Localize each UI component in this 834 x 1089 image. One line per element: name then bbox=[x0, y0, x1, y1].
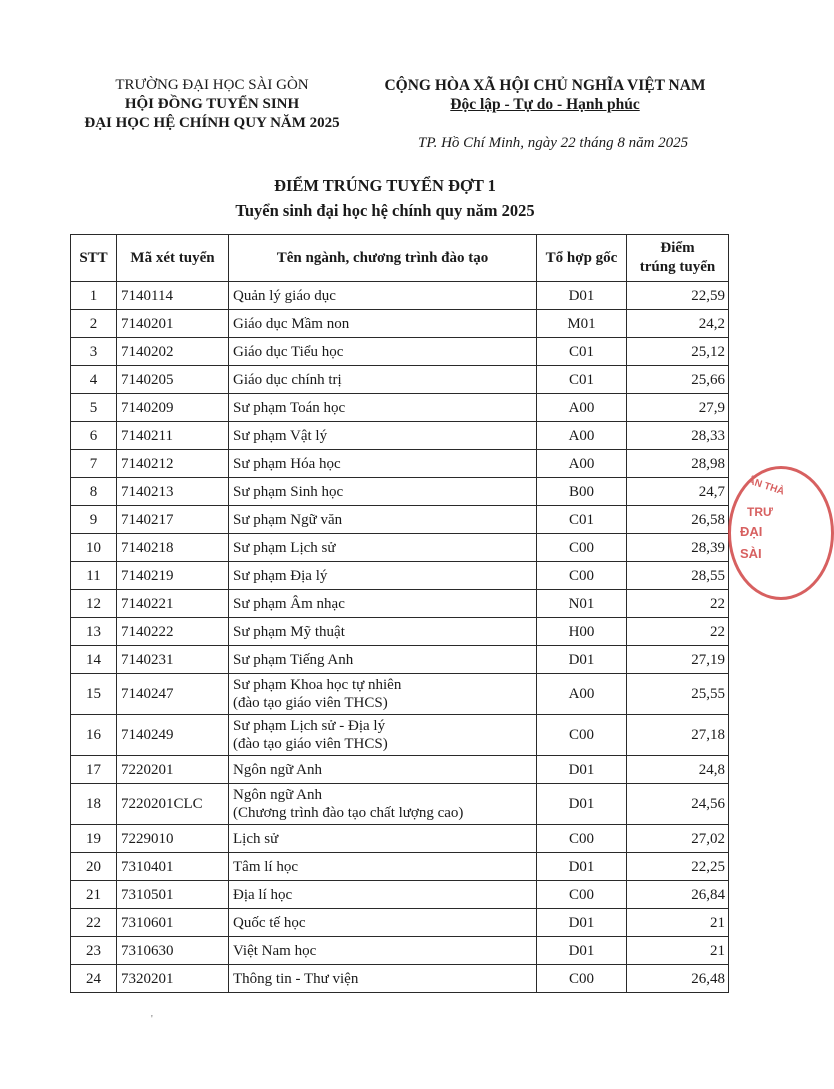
table-row bbox=[71, 825, 729, 853]
country-name: CỘNG HÒA XÃ HỘI CHỦ NGHĨA VIỆT NAM bbox=[384, 77, 706, 94]
cell-diem: 28,98 bbox=[627, 450, 729, 478]
motto: Độc lập - Tự do - Hạnh phúc bbox=[450, 96, 640, 113]
cell-to-hop: C00 bbox=[537, 881, 627, 909]
cell-ma-xet-tuyen: 7140209 bbox=[117, 394, 229, 422]
cell-to-hop: A00 bbox=[537, 422, 627, 450]
cell-ma-xet-tuyen: 7140114 bbox=[117, 282, 229, 310]
ten-nganh-line2: (Chương trình đào tạo chất lượng cao) bbox=[233, 805, 464, 821]
cell-ten-nganh: Sư phạm Tiếng Anh bbox=[229, 646, 537, 674]
cell-ten-nganh: Sư phạm Sinh học bbox=[229, 478, 537, 506]
table-row bbox=[71, 450, 729, 478]
cell-ma-xet-tuyen: 7320201 bbox=[117, 965, 229, 993]
cell-to-hop: M01 bbox=[537, 310, 627, 338]
table-row bbox=[71, 394, 729, 422]
table-row bbox=[71, 590, 729, 618]
cell-ten-nganh: Sư phạm Âm nhạc bbox=[229, 590, 537, 618]
cell-ma-xet-tuyen: 7140213 bbox=[117, 478, 229, 506]
cell-ten-nganh: Sư phạm Toán học bbox=[229, 394, 537, 422]
cell-stt: 21 bbox=[71, 881, 117, 909]
issuer-block bbox=[62, 76, 362, 133]
cell-ten-nganh: Sư phạm Vật lý bbox=[229, 422, 537, 450]
table-row bbox=[71, 422, 729, 450]
cell-ma-xet-tuyen: 7140212 bbox=[117, 450, 229, 478]
cell-stt: 23 bbox=[71, 937, 117, 965]
cell-ma-xet-tuyen: 7140222 bbox=[117, 618, 229, 646]
table-row bbox=[71, 715, 729, 756]
ten-nganh-line2: (đào tạo giáo viên THCS) bbox=[233, 695, 388, 711]
cell-ten-nganh: Sư phạm Địa lý bbox=[229, 562, 537, 590]
cell-stt: 3 bbox=[71, 338, 117, 366]
cell-ma-xet-tuyen: 7229010 bbox=[117, 825, 229, 853]
cell-diem: 22 bbox=[627, 590, 729, 618]
cell-to-hop: C00 bbox=[537, 965, 627, 993]
cell-ten-nganh: Việt Nam học bbox=[229, 937, 537, 965]
cell-ma-xet-tuyen: 7140211 bbox=[117, 422, 229, 450]
table-row bbox=[71, 338, 729, 366]
cell-ma-xet-tuyen: 7220201 bbox=[117, 756, 229, 784]
cell-to-hop: D01 bbox=[537, 646, 627, 674]
cell-diem: 28,39 bbox=[627, 534, 729, 562]
cell-to-hop: A00 bbox=[537, 674, 627, 715]
table-row bbox=[71, 937, 729, 965]
date-line: TP. Hồ Chí Minh, ngày 22 tháng 8 năm 2025 bbox=[418, 135, 689, 151]
table-row bbox=[71, 881, 729, 909]
cell-stt: 8 bbox=[71, 478, 117, 506]
table-row bbox=[71, 853, 729, 881]
header-stt: STT bbox=[71, 235, 117, 282]
cell-ma-xet-tuyen: 7140249 bbox=[117, 715, 229, 756]
table-row bbox=[71, 965, 729, 993]
cell-ten-nganh bbox=[229, 784, 537, 825]
cell-diem: 27,02 bbox=[627, 825, 729, 853]
cell-to-hop: N01 bbox=[537, 590, 627, 618]
cell-stt: 4 bbox=[71, 366, 117, 394]
cell-to-hop: C01 bbox=[537, 366, 627, 394]
scan-speck: ' bbox=[151, 1014, 153, 1025]
cell-to-hop: C00 bbox=[537, 825, 627, 853]
cell-stt: 12 bbox=[71, 590, 117, 618]
ten-nganh-line2: (đào tạo giáo viên THCS) bbox=[233, 736, 388, 752]
cell-to-hop: D01 bbox=[537, 937, 627, 965]
table-row bbox=[71, 618, 729, 646]
cell-ten-nganh: Lịch sử bbox=[229, 825, 537, 853]
cell-diem: 25,66 bbox=[627, 366, 729, 394]
table-row bbox=[71, 784, 729, 825]
cell-stt: 16 bbox=[71, 715, 117, 756]
cell-to-hop: A00 bbox=[537, 394, 627, 422]
cell-diem: 21 bbox=[627, 909, 729, 937]
cell-ten-nganh: Ngôn ngữ Anh bbox=[229, 756, 537, 784]
cell-stt: 5 bbox=[71, 394, 117, 422]
header-ten: Tên ngành, chương trình đào tạo bbox=[229, 235, 537, 282]
cell-to-hop: D01 bbox=[537, 784, 627, 825]
cell-ten-nganh: Sư phạm Ngữ văn bbox=[229, 506, 537, 534]
university-name: TRƯỜNG ĐẠI HỌC SÀI GÒN bbox=[115, 77, 309, 93]
cell-diem: 26,48 bbox=[627, 965, 729, 993]
cell-ten-nganh: Giáo dục chính trị bbox=[229, 366, 537, 394]
ten-nganh-line1: Ngôn ngữ Anh bbox=[233, 787, 322, 803]
council-name: HỘI ĐỒNG TUYỂN SINH bbox=[124, 96, 300, 112]
cell-to-hop: C01 bbox=[537, 338, 627, 366]
cell-diem: 24,56 bbox=[627, 784, 729, 825]
cell-diem: 22 bbox=[627, 618, 729, 646]
cell-ma-xet-tuyen: 7140231 bbox=[117, 646, 229, 674]
table-row bbox=[71, 534, 729, 562]
cell-stt: 19 bbox=[71, 825, 117, 853]
cell-ma-xet-tuyen: 7310601 bbox=[117, 909, 229, 937]
cell-diem: 24,2 bbox=[627, 310, 729, 338]
table-row bbox=[71, 562, 729, 590]
table-row bbox=[71, 282, 729, 310]
cell-stt: 24 bbox=[71, 965, 117, 993]
cell-ten-nganh bbox=[229, 715, 537, 756]
cell-stt: 18 bbox=[71, 784, 117, 825]
cell-stt: 2 bbox=[71, 310, 117, 338]
table-row bbox=[71, 366, 729, 394]
table-header-row bbox=[71, 235, 729, 282]
cell-diem: 27,19 bbox=[627, 646, 729, 674]
document-title: ĐIỂM TRÚNG TUYỂN ĐỢT 1 bbox=[274, 176, 496, 195]
table-row bbox=[71, 674, 729, 715]
cell-stt: 9 bbox=[71, 506, 117, 534]
official-seal: ÂN THÀ TRƯ ĐẠI SÀI bbox=[728, 466, 834, 600]
cell-to-hop: D01 bbox=[537, 853, 627, 881]
cell-stt: 17 bbox=[71, 756, 117, 784]
cell-diem: 24,8 bbox=[627, 756, 729, 784]
cell-to-hop: C00 bbox=[537, 562, 627, 590]
cell-ten-nganh: Giáo dục Tiểu học bbox=[229, 338, 537, 366]
cell-ma-xet-tuyen: 7310630 bbox=[117, 937, 229, 965]
table-row bbox=[71, 756, 729, 784]
cell-stt: 22 bbox=[71, 909, 117, 937]
cell-to-hop: C00 bbox=[537, 715, 627, 756]
cell-stt: 13 bbox=[71, 618, 117, 646]
cell-diem: 28,55 bbox=[627, 562, 729, 590]
cell-ten-nganh: Giáo dục Mầm non bbox=[229, 310, 537, 338]
cell-ten-nganh: Địa lí học bbox=[229, 881, 537, 909]
cell-ma-xet-tuyen: 7140218 bbox=[117, 534, 229, 562]
cell-ma-xet-tuyen: 7140221 bbox=[117, 590, 229, 618]
cell-diem: 22,25 bbox=[627, 853, 729, 881]
cell-diem: 25,12 bbox=[627, 338, 729, 366]
cell-ten-nganh: Thông tin - Thư viện bbox=[229, 965, 537, 993]
ten-nganh-line1: Sư phạm Khoa học tự nhiên bbox=[233, 677, 402, 693]
admission-scores-table bbox=[70, 234, 729, 993]
cell-ma-xet-tuyen: 7310501 bbox=[117, 881, 229, 909]
cell-diem: 22,59 bbox=[627, 282, 729, 310]
cell-to-hop: D01 bbox=[537, 282, 627, 310]
cell-diem: 21 bbox=[627, 937, 729, 965]
cell-ma-xet-tuyen: 7140247 bbox=[117, 674, 229, 715]
cell-diem: 28,33 bbox=[627, 422, 729, 450]
cell-stt: 6 bbox=[71, 422, 117, 450]
cell-stt: 10 bbox=[71, 534, 117, 562]
cell-stt: 14 bbox=[71, 646, 117, 674]
table-row bbox=[71, 310, 729, 338]
cell-ma-xet-tuyen: 7140202 bbox=[117, 338, 229, 366]
cell-stt: 1 bbox=[71, 282, 117, 310]
cell-stt: 15 bbox=[71, 674, 117, 715]
header-to-hop: Tổ hợp gốc bbox=[537, 235, 627, 282]
cell-stt: 11 bbox=[71, 562, 117, 590]
cell-diem: 27,9 bbox=[627, 394, 729, 422]
cell-ten-nganh: Sư phạm Hóa học bbox=[229, 450, 537, 478]
header-ma: Mã xét tuyển bbox=[117, 235, 229, 282]
cell-to-hop: C00 bbox=[537, 534, 627, 562]
cell-ma-xet-tuyen: 7140201 bbox=[117, 310, 229, 338]
table-row bbox=[71, 646, 729, 674]
cell-ma-xet-tuyen: 7310401 bbox=[117, 853, 229, 881]
program-name: ĐẠI HỌC HỆ CHÍNH QUY NĂM 2025 bbox=[84, 115, 340, 131]
cell-ten-nganh: Quốc tế học bbox=[229, 909, 537, 937]
cell-to-hop: D01 bbox=[537, 756, 627, 784]
cell-diem: 26,58 bbox=[627, 506, 729, 534]
cell-stt: 20 bbox=[71, 853, 117, 881]
cell-diem: 27,18 bbox=[627, 715, 729, 756]
cell-ten-nganh: Sư phạm Lịch sử bbox=[229, 534, 537, 562]
cell-ten-nganh: Sư phạm Mỹ thuật bbox=[229, 618, 537, 646]
cell-ma-xet-tuyen: 7140219 bbox=[117, 562, 229, 590]
cell-to-hop: D01 bbox=[537, 909, 627, 937]
cell-stt: 7 bbox=[71, 450, 117, 478]
ten-nganh-line1: Sư phạm Lịch sử - Địa lý bbox=[233, 718, 386, 734]
cell-diem: 25,55 bbox=[627, 674, 729, 715]
cell-ma-xet-tuyen: 7140217 bbox=[117, 506, 229, 534]
cell-to-hop: C01 bbox=[537, 506, 627, 534]
cell-diem: 24,7 bbox=[627, 478, 729, 506]
cell-diem: 26,84 bbox=[627, 881, 729, 909]
table-row bbox=[71, 478, 729, 506]
cell-ten-nganh bbox=[229, 674, 537, 715]
cell-to-hop: B00 bbox=[537, 478, 627, 506]
national-motto-block bbox=[355, 76, 735, 114]
cell-to-hop: A00 bbox=[537, 450, 627, 478]
header-diem: Điểm trúng tuyển bbox=[627, 235, 729, 282]
cell-to-hop: H00 bbox=[537, 618, 627, 646]
table-row bbox=[71, 909, 729, 937]
cell-ma-xet-tuyen: 7140205 bbox=[117, 366, 229, 394]
table-row bbox=[71, 506, 729, 534]
cell-ten-nganh: Tâm lí học bbox=[229, 853, 537, 881]
cell-ma-xet-tuyen: 7220201CLC bbox=[117, 784, 229, 825]
document-subtitle: Tuyển sinh đại học hệ chính quy năm 2025 bbox=[235, 201, 535, 220]
cell-ten-nganh: Quản lý giáo dục bbox=[229, 282, 537, 310]
